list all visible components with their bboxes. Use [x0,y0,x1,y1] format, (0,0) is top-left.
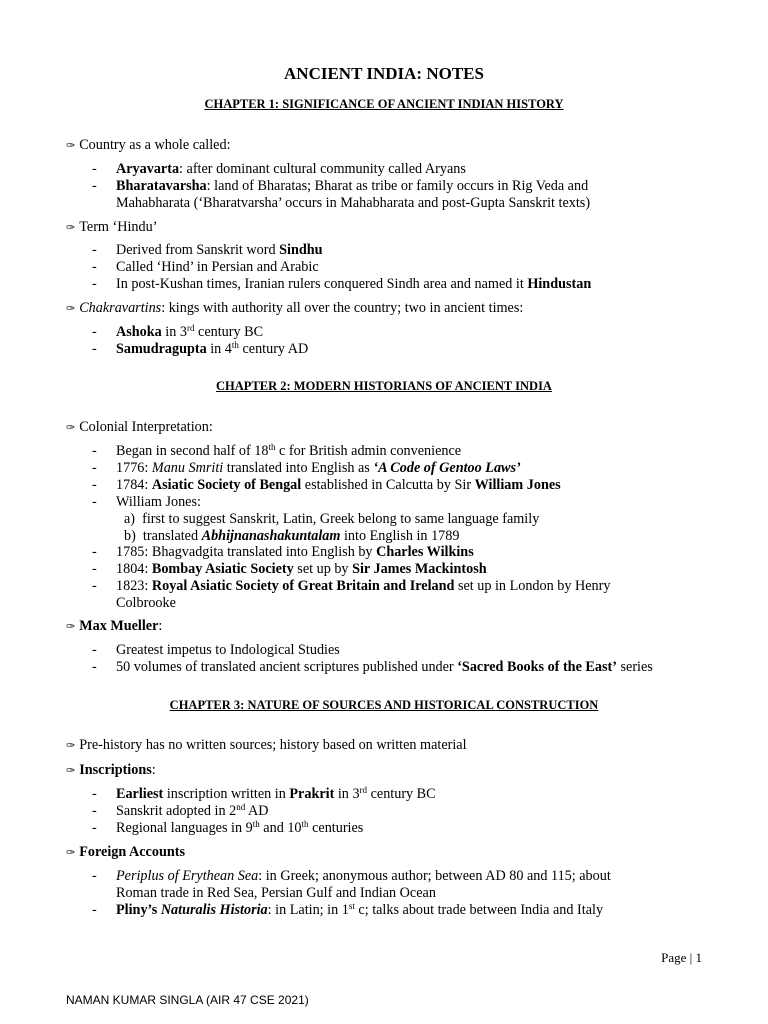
sub-list-item: b) translated Abhijnanashakuntalam into English in 1789 [124,528,460,544]
pointing-hand-icon: ✑ [66,139,76,152]
pointing-hand-icon: ✑ [66,302,76,315]
bullet-point: ✑ Chakravartins: kings with authority all over the country; two in ancient times: [66,300,524,316]
chapter-heading: CHAPTER 1: SIGNIFICANCE OF ANCIENT INDIAN HISTORY [204,97,564,111]
chapter-heading: CHAPTER 3: NATURE OF SOURCES AND HISTORICAL CONSTRUCTION [169,698,599,712]
list-item: - 1784: Asiatic Society of Bengal established in Calcutta by Sir William Jones [92,477,561,493]
page-number: Page | 1 [661,950,702,965]
pointing-hand-icon: ✑ [66,846,76,859]
list-item: - Began in second half of 18th c for British admin convenience [92,442,462,459]
list-item: - Greatest impetus to Indological Studies [92,642,340,658]
bullet-point: ✑ Max Mueller: [66,618,163,634]
list-item: - 50 volumes of translated ancient scriptures published under ‘Sacred Books of the East’ series [92,659,653,675]
bullet-point: ✑ Term ‘Hindu’ [66,219,158,235]
list-item: - Derived from Sanskrit word Sindhu [92,242,323,258]
bullet-point: ✑ Inscriptions: [66,762,156,778]
author-footer: NAMAN KUMAR SINGLA (AIR 47 CSE 2021) [66,993,309,1007]
bullet-point: ✑ Country as a whole called: [66,137,231,153]
sub-list-item: a) first to suggest Sanskrit, Latin, Greek belong to same language family [124,511,540,527]
list-item: - Periplus of Erythean Sea: in Greek; anonymous author; between AD 80 and 115; about Roman trade in Red Sea, Persian Gulf and Indian Ocean [92,868,611,901]
pointing-hand-icon: ✑ [66,620,76,633]
bullet-point: ✑ Colonial Interpretation: [66,419,213,435]
list-item: - 1776: Manu Smriti translated into English as ‘A Code of Gentoo Laws’ [92,460,521,476]
bullet-point: ✑ Foreign Accounts [66,844,185,860]
chapter-heading: CHAPTER 2: MODERN HISTORIANS OF ANCIENT INDIA [216,379,552,393]
pointing-hand-icon: ✑ [66,739,76,752]
pointing-hand-icon: ✑ [66,421,76,434]
list-item: - Samudragupta in 4th century AD [92,340,309,357]
list-item: - Sanskrit adopted in 2nd AD [92,802,269,819]
pointing-hand-icon: ✑ [66,221,76,234]
list-item: - Aryavarta: after dominant cultural community called Aryans [92,161,466,177]
pointing-hand-icon: ✑ [66,764,76,777]
list-item: - Bharatavarsha: land of Bharatas; Bharat as tribe or family occurs in Rig Veda and Mahabharata (‘Bharatvarsha’ occurs in Mahabharata and post-Gupta Sanskrit texts) [92,178,591,211]
list-item: - Ashoka in 3rd century BC [92,323,264,340]
list-item: - Earliest inscription written in Prakrit in 3rd century BC [92,785,436,802]
list-item: - William Jones: [92,494,201,510]
list-item: - Called ‘Hind’ in Persian and Arabic [92,259,319,275]
list-item: - In post-Kushan times, Iranian rulers conquered Sindh area and named it Hindustan [92,276,592,292]
list-item: - 1785: Bhagvadgita translated into English by Charles Wilkins [92,544,474,560]
list-item: - 1804: Bombay Asiatic Society set up by Sir James Mackintosh [92,561,487,577]
document-title: ANCIENT INDIA: NOTES [284,64,484,83]
list-item: - Regional languages in 9th and 10th centuries [92,819,364,836]
list-item: - 1823: Royal Asiatic Society of Great Britain and Ireland set up in London by Henry Colbrooke [92,578,611,611]
list-item: - Pliny’s Naturalis Historia: in Latin; in 1st c; talks about trade between India and Italy [92,901,604,918]
bullet-point: ✑ Pre-history has no written sources; history based on written material [66,737,467,753]
